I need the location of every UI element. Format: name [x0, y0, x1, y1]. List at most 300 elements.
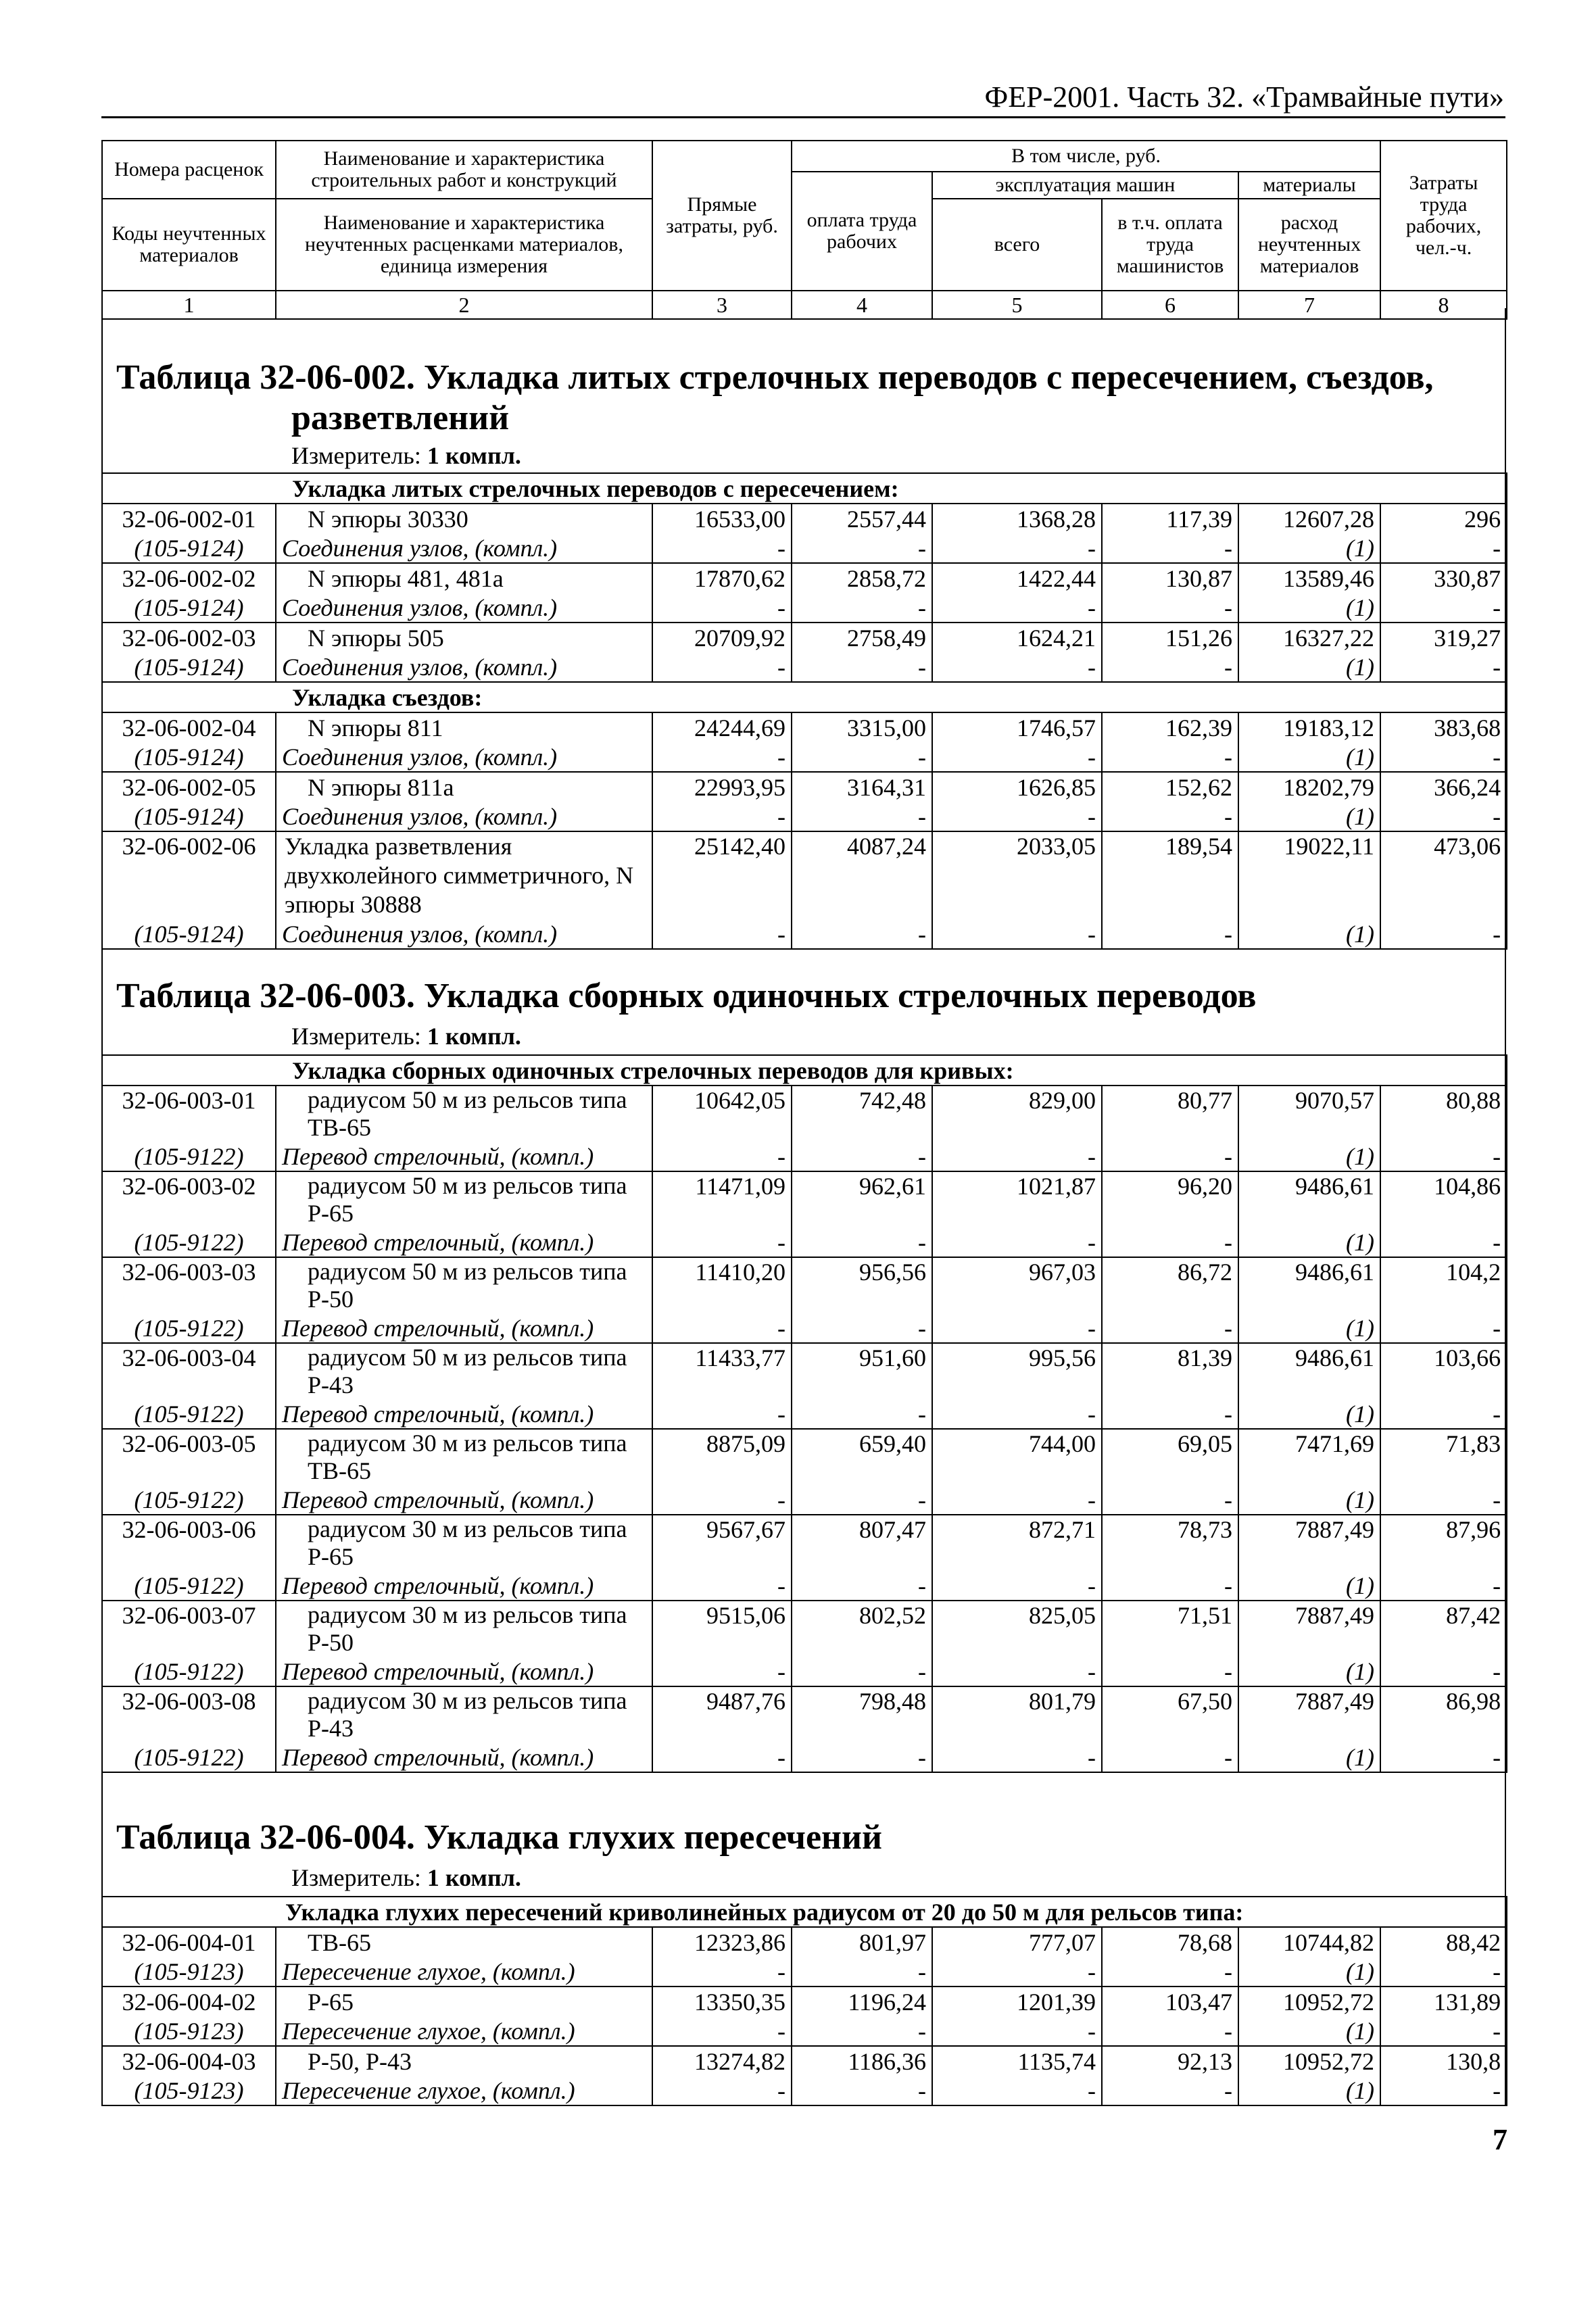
material-row — [102, 1227, 1507, 1257]
table-cell: 32-06-003-07 — [102, 1601, 276, 1657]
table-cell: 802,52 — [792, 1601, 932, 1657]
table-cell: (1) — [1238, 1399, 1380, 1429]
table-cell: - — [1102, 1227, 1238, 1257]
table-cell: - — [652, 1743, 792, 1772]
table-cell: - — [652, 1657, 792, 1686]
material-row — [102, 1957, 1507, 1987]
table-cell: 103,47 — [1102, 1987, 1238, 2016]
table-cell: (1) — [1238, 1657, 1380, 1686]
table-cell: 24244,69 — [652, 712, 792, 742]
table-cell: - — [1380, 1743, 1507, 1772]
table-cell: 189,54 — [1102, 831, 1238, 919]
table-cell: 32-06-002-03 — [102, 623, 276, 652]
table-cell: - — [792, 1571, 932, 1601]
table-cell: (1) — [1238, 2016, 1380, 2046]
data-table-004 — [101, 1896, 1507, 2106]
table-cell: - — [1102, 1313, 1238, 1343]
col-num-5: 5 — [932, 291, 1102, 319]
table-cell: - — [1102, 919, 1238, 949]
table-cell: - — [792, 1399, 932, 1429]
table-cell: (1) — [1238, 1227, 1380, 1257]
material-row — [102, 1743, 1507, 1772]
table-cell: 801,97 — [792, 1927, 932, 1957]
table-cell: Р-65 — [276, 1987, 652, 2016]
table-cell: (105-9122) — [102, 1399, 276, 1429]
material-row — [102, 1313, 1507, 1343]
table-cell: Перевод стрелочный, (компл.) — [276, 1399, 652, 1429]
table-cell: 32-06-003-05 — [102, 1429, 276, 1485]
table-cell: - — [1380, 1313, 1507, 1343]
table-cell: Соединения узлов, (компл.) — [276, 533, 652, 563]
table-title-003: Таблица 32-06-003. Укладка сборных одиночных стрелочных переводов — [116, 977, 1257, 1015]
table-cell: 995,56 — [932, 1343, 1102, 1399]
col-material-consumption: расход неучтенных материалов — [1238, 199, 1380, 291]
table-cell: - — [1380, 1571, 1507, 1601]
table-cell: Перевод стрелочный, (компл.) — [276, 1657, 652, 1686]
table-cell: - — [792, 1957, 932, 1987]
table-cell: - — [1102, 2016, 1238, 2046]
table-cell: - — [652, 1227, 792, 1257]
table-cell: 11471,09 — [652, 1171, 792, 1227]
table-cell: (105-9122) — [102, 1227, 276, 1257]
table-cell: 69,05 — [1102, 1429, 1238, 1485]
table-cell: - — [792, 1485, 932, 1515]
table-cell: Соединения узлов, (компл.) — [276, 919, 652, 949]
table-cell: радиусом 30 м из рельсов типа Р-43 — [276, 1686, 652, 1743]
col-work-name: Наименование и характеристика строительных работ и конструкций — [276, 141, 652, 199]
table-cell: - — [1102, 533, 1238, 563]
table-cell: 7887,49 — [1238, 1601, 1380, 1657]
table-cell: - — [1102, 1399, 1238, 1429]
table-cell: 296 — [1380, 504, 1507, 533]
table-cell: - — [792, 652, 932, 682]
table-cell: 103,66 — [1380, 1343, 1507, 1399]
col-num-7: 7 — [1238, 291, 1380, 319]
table-cell: Перевод стрелочный, (компл.) — [276, 1485, 652, 1515]
data-table-003 — [101, 1054, 1507, 1773]
col-num-8: 8 — [1380, 291, 1507, 319]
table-cell: 473,06 — [1380, 831, 1507, 919]
table-cell: - — [652, 593, 792, 623]
table-cell: - — [792, 742, 932, 772]
table-cell: 9486,61 — [1238, 1171, 1380, 1227]
table-cell: 92,13 — [1102, 2046, 1238, 2076]
table-cell: 319,27 — [1380, 623, 1507, 652]
material-row — [102, 2016, 1507, 2046]
table-cell: - — [1380, 533, 1507, 563]
table-cell: - — [652, 533, 792, 563]
table-cell: 1624,21 — [932, 623, 1102, 652]
table-cell: 10744,82 — [1238, 1927, 1380, 1957]
table-cell: 1135,74 — [932, 2046, 1102, 2076]
table-cell: 10952,72 — [1238, 2046, 1380, 2076]
table-cell: 9486,61 — [1238, 1257, 1380, 1313]
table-cell: 7887,49 — [1238, 1515, 1380, 1571]
table-cell: - — [792, 2076, 932, 2105]
table-cell: (105-9124) — [102, 742, 276, 772]
table-cell: 71,83 — [1380, 1429, 1507, 1485]
table-cell: Укладка разветвления двухколейного симметричного, N эпюры 30888 — [276, 831, 652, 919]
table-cell: (1) — [1238, 652, 1380, 682]
table-cell: 32-06-003-01 — [102, 1086, 276, 1142]
table-cell: (1) — [1238, 742, 1380, 772]
table-cell: 32-06-004-03 — [102, 2046, 276, 2076]
table-cell: (105-9124) — [102, 593, 276, 623]
table-cell: N эпюры 30330 — [276, 504, 652, 533]
table-cell: - — [1380, 1142, 1507, 1171]
col-rate-number: Номера расценок — [102, 141, 276, 199]
table-cell: - — [792, 1227, 932, 1257]
table-cell: 71,51 — [1102, 1601, 1238, 1657]
table-cell: (105-9124) — [102, 533, 276, 563]
table-cell: 78,68 — [1102, 1927, 1238, 1957]
table-cell: (1) — [1238, 919, 1380, 949]
table-cell: - — [652, 2016, 792, 2046]
table-cell: - — [652, 1142, 792, 1171]
table-cell: - — [792, 593, 932, 623]
col-material-name: Наименование и характеристика неучтенных расценками материалов, единица измерения — [276, 199, 652, 291]
table-cell: - — [652, 742, 792, 772]
table-cell: 32-06-003-03 — [102, 1257, 276, 1313]
table-cell: 13589,46 — [1238, 563, 1380, 593]
material-row — [102, 1399, 1507, 1429]
table-cell: 1196,24 — [792, 1987, 932, 2016]
table-row — [102, 1927, 1507, 1957]
material-row — [102, 2076, 1507, 2105]
table-cell: 744,00 — [932, 1429, 1102, 1485]
table-cell: 7471,69 — [1238, 1429, 1380, 1485]
table-cell: 330,87 — [1380, 563, 1507, 593]
material-row — [102, 802, 1507, 831]
table-cell: - — [932, 2076, 1102, 2105]
table-cell: - — [1380, 1399, 1507, 1429]
table-cell: 32-06-003-08 — [102, 1686, 276, 1743]
table-cell: (105-9124) — [102, 802, 276, 831]
table-cell: - — [652, 919, 792, 949]
table-cell: - — [652, 652, 792, 682]
table-row — [102, 712, 1507, 742]
table-cell: (1) — [1238, 2076, 1380, 2105]
table-cell: Перевод стрелочный, (компл.) — [276, 1227, 652, 1257]
group-header: Укладка съездов: — [102, 682, 1507, 712]
table-cell: - — [932, 1399, 1102, 1429]
table-cell: 962,61 — [792, 1171, 932, 1227]
table-cell: 1626,85 — [932, 772, 1102, 802]
table-cell: 88,42 — [1380, 1927, 1507, 1957]
table-cell: радиусом 50 м из рельсов типа Р-65 — [276, 1171, 652, 1227]
table-cell: - — [652, 802, 792, 831]
table-cell: - — [932, 533, 1102, 563]
table-cell: Перевод стрелочный, (компл.) — [276, 1142, 652, 1171]
table-cell: 16327,22 — [1238, 623, 1380, 652]
table-cell: 3315,00 — [792, 712, 932, 742]
table-cell: 2858,72 — [792, 563, 932, 593]
col-num-2: 2 — [276, 291, 652, 319]
col-machines: эксплуатация машин — [932, 172, 1238, 199]
table-cell: (1) — [1238, 1313, 1380, 1343]
table-cell: Перевод стрелочный, (компл.) — [276, 1313, 652, 1343]
table-cell: 829,00 — [932, 1086, 1102, 1142]
table-cell: - — [932, 1571, 1102, 1601]
table-cell: 162,39 — [1102, 712, 1238, 742]
table-cell: 32-06-002-04 — [102, 712, 276, 742]
table-cell: - — [792, 1743, 932, 1772]
table-cell: 78,73 — [1102, 1515, 1238, 1571]
table-cell: - — [792, 2016, 932, 2046]
table-cell: 19022,11 — [1238, 831, 1380, 919]
table-cell: - — [652, 1399, 792, 1429]
table-cell: - — [932, 919, 1102, 949]
table-cell: - — [1102, 1485, 1238, 1515]
table-cell: 32-06-002-01 — [102, 504, 276, 533]
table-cell: - — [1380, 652, 1507, 682]
table-cell: 32-06-003-06 — [102, 1515, 276, 1571]
group-header: Укладка глухих пересечений криволинейных радиусом от 20 до 50 м для рельсов типа: — [102, 1897, 1507, 1927]
table-cell: - — [1380, 1657, 1507, 1686]
table-cell: 10952,72 — [1238, 1987, 1380, 2016]
table-cell: 4087,24 — [792, 831, 932, 919]
material-row — [102, 1485, 1507, 1515]
table-cell: - — [1102, 1743, 1238, 1772]
table-cell: 1201,39 — [932, 1987, 1102, 2016]
col-machinist-pay: в т.ч. оплата труда машинистов — [1102, 199, 1238, 291]
table-cell: 80,88 — [1380, 1086, 1507, 1142]
table-cell: - — [652, 1957, 792, 1987]
col-worker-pay: оплата труда рабочих — [792, 172, 932, 291]
table-cell: 81,39 — [1102, 1343, 1238, 1399]
table-cell: (105-9123) — [102, 2016, 276, 2046]
table-cell: 22993,95 — [652, 772, 792, 802]
table-cell: 777,07 — [932, 1927, 1102, 1957]
col-materials: материалы — [1238, 172, 1380, 199]
table-cell: 9486,61 — [1238, 1343, 1380, 1399]
table-cell: - — [652, 1313, 792, 1343]
col-direct-costs: Прямые затраты, руб. — [652, 141, 792, 291]
table-cell: - — [932, 1227, 1102, 1257]
table-cell: - — [1380, 802, 1507, 831]
group-header: Укладка сборных одиночных стрелочных переводов для кривых: — [102, 1055, 1507, 1086]
table-cell: (105-9124) — [102, 652, 276, 682]
table-cell: 8875,09 — [652, 1429, 792, 1485]
table-cell: 9567,67 — [652, 1515, 792, 1571]
table-cell: 16533,00 — [652, 504, 792, 533]
table-cell: (1) — [1238, 593, 1380, 623]
table-cell: - — [652, 2076, 792, 2105]
table-cell: 117,39 — [1102, 504, 1238, 533]
table-cell: 659,40 — [792, 1429, 932, 1485]
table-cell: (105-9122) — [102, 1485, 276, 1515]
table-cell: (1) — [1238, 1743, 1380, 1772]
data-table-002 — [101, 472, 1507, 950]
header-rule — [101, 116, 1505, 118]
table-cell: Перевод стрелочный, (компл.) — [276, 1743, 652, 1772]
table-cell: - — [1380, 742, 1507, 772]
table-cell: 1186,36 — [792, 2046, 932, 2076]
table-cell: - — [932, 1657, 1102, 1686]
table-title-002-line2: разветвлений — [291, 399, 510, 437]
table-cell: (105-9123) — [102, 2076, 276, 2105]
table-cell: 801,79 — [932, 1686, 1102, 1743]
table-row — [102, 623, 1507, 652]
document-title: ФЕР-2001. Часть 32. «Трамвайные пути» — [984, 80, 1504, 114]
material-row — [102, 593, 1507, 623]
material-row — [102, 533, 1507, 563]
table-cell: - — [932, 1142, 1102, 1171]
table-cell: радиусом 50 м из рельсов типа Р-43 — [276, 1343, 652, 1399]
table-cell: (105-9123) — [102, 1957, 276, 1987]
table-cell: 86,98 — [1380, 1686, 1507, 1743]
table-cell: 32-06-004-02 — [102, 1987, 276, 2016]
table-cell: 25142,40 — [652, 831, 792, 919]
table-row — [102, 504, 1507, 533]
table-cell: ТВ-65 — [276, 1927, 652, 1957]
col-num-4: 4 — [792, 291, 932, 319]
table-cell: 10642,05 — [652, 1086, 792, 1142]
table-cell: радиусом 30 м из рельсов типа ТВ-65 — [276, 1429, 652, 1485]
table-cell: (1) — [1238, 533, 1380, 563]
table-cell: радиусом 30 м из рельсов типа Р-50 — [276, 1601, 652, 1657]
col-including-group: В том числе, руб. — [792, 141, 1380, 172]
table-cell: (105-9122) — [102, 1743, 276, 1772]
table-cell: - — [1380, 1957, 1507, 1987]
table-cell: - — [932, 802, 1102, 831]
table-cell: - — [652, 1571, 792, 1601]
table-cell: 32-06-002-02 — [102, 563, 276, 593]
table-cell: 19183,12 — [1238, 712, 1380, 742]
measure-003: Измеритель: 1 компл. — [291, 1023, 521, 1050]
table-cell: радиусом 30 м из рельсов типа Р-65 — [276, 1515, 652, 1571]
material-row — [102, 1571, 1507, 1601]
material-row — [102, 919, 1507, 949]
table-cell: (1) — [1238, 1571, 1380, 1601]
table-cell: (105-9122) — [102, 1571, 276, 1601]
table-cell: (1) — [1238, 1957, 1380, 1987]
table-cell: 366,24 — [1380, 772, 1507, 802]
table-cell: Пересечение глухое, (компл.) — [276, 1957, 652, 1987]
table-cell: 1368,28 — [932, 504, 1102, 533]
table-cell: 104,86 — [1380, 1171, 1507, 1227]
table-cell: 13350,35 — [652, 1987, 792, 2016]
table-cell: радиусом 50 м из рельсов типа ТВ-65 — [276, 1086, 652, 1142]
table-cell: 67,50 — [1102, 1686, 1238, 1743]
table-cell: 872,71 — [932, 1515, 1102, 1571]
col-num-3: 3 — [652, 291, 792, 319]
table-cell: Соединения узлов, (компл.) — [276, 652, 652, 682]
measure-002: Измеритель: 1 компл. — [291, 442, 521, 469]
table-cell: 11433,77 — [652, 1343, 792, 1399]
table-cell: - — [1380, 919, 1507, 949]
table-row — [102, 2046, 1507, 2076]
table-cell: - — [792, 802, 932, 831]
table-cell: N эпюры 505 — [276, 623, 652, 652]
table-cell: (1) — [1238, 1485, 1380, 1515]
material-row — [102, 742, 1507, 772]
col-material-codes: Коды неучтенных материалов — [102, 199, 276, 291]
table-row — [102, 1987, 1507, 2016]
table-cell: 7887,49 — [1238, 1686, 1380, 1743]
table-row — [102, 563, 1507, 593]
table-cell: - — [1102, 1142, 1238, 1171]
table-cell: - — [1380, 593, 1507, 623]
table-row — [102, 831, 1507, 919]
table-cell: - — [792, 1313, 932, 1343]
material-row — [102, 1142, 1507, 1171]
table-cell: 87,96 — [1380, 1515, 1507, 1571]
table-cell: 17870,62 — [652, 563, 792, 593]
table-cell: Соединения узлов, (компл.) — [276, 593, 652, 623]
group-header: Укладка литых стрелочных переводов с пересечением: — [102, 473, 1507, 504]
table-cell: 967,03 — [932, 1257, 1102, 1313]
material-row — [102, 1657, 1507, 1686]
table-cell: - — [932, 652, 1102, 682]
table-cell: 96,20 — [1102, 1171, 1238, 1227]
table-cell: 86,72 — [1102, 1257, 1238, 1313]
table-cell: 1021,87 — [932, 1171, 1102, 1227]
table-cell: Соединения узлов, (компл.) — [276, 802, 652, 831]
table-cell: 131,89 — [1380, 1987, 1507, 2016]
table-cell: 18202,79 — [1238, 772, 1380, 802]
table-cell: - — [1102, 2076, 1238, 2105]
table-cell: 956,56 — [792, 1257, 932, 1313]
table-cell: 2758,49 — [792, 623, 932, 652]
table-cell: - — [1102, 1657, 1238, 1686]
table-cell: (1) — [1238, 1142, 1380, 1171]
table-cell: 9070,57 — [1238, 1086, 1380, 1142]
table-cell: Р-50, Р-43 — [276, 2046, 652, 2076]
table-cell: - — [932, 1743, 1102, 1772]
table-cell: 104,2 — [1380, 1257, 1507, 1313]
table-cell: 825,05 — [932, 1601, 1102, 1657]
table-cell: - — [1380, 2016, 1507, 2046]
table-cell: 87,42 — [1380, 1601, 1507, 1657]
table-cell: 2033,05 — [932, 831, 1102, 919]
table-cell: N эпюры 811 — [276, 712, 652, 742]
table-cell: 807,47 — [792, 1515, 932, 1571]
table-cell: 80,77 — [1102, 1086, 1238, 1142]
table-cell: 20709,92 — [652, 623, 792, 652]
table-cell: 9487,76 — [652, 1686, 792, 1743]
table-cell: 1422,44 — [932, 563, 1102, 593]
table-cell: - — [1102, 1957, 1238, 1987]
table-title-004: Таблица 32-06-004. Укладка глухих пересечений — [116, 1818, 882, 1857]
table-cell: 951,60 — [792, 1343, 932, 1399]
table-cell: - — [792, 1142, 932, 1171]
col-machines-total: всего — [932, 199, 1102, 291]
table-cell: - — [792, 1657, 932, 1686]
measure-004: Измеритель: 1 компл. — [291, 1864, 521, 1891]
table-cell: - — [1380, 1485, 1507, 1515]
table-cell: - — [932, 1313, 1102, 1343]
table-cell: - — [652, 1485, 792, 1515]
table-cell: (1) — [1238, 802, 1380, 831]
table-cell: N эпюры 481, 481а — [276, 563, 652, 593]
table-cell: 151,26 — [1102, 623, 1238, 652]
table-cell: 12607,28 — [1238, 504, 1380, 533]
table-title-002-line1: Таблица 32-06-002. Укладка литых стрелочных переводов с пересечением, съездов, — [116, 358, 1434, 397]
table-cell: 12323,86 — [652, 1927, 792, 1957]
table-cell: 3164,31 — [792, 772, 932, 802]
table-cell: 1746,57 — [932, 712, 1102, 742]
table-cell: - — [1380, 2076, 1507, 2105]
col-labor-hours: Затраты труда рабочих, чел.-ч. — [1380, 141, 1507, 291]
table-cell: Пересечение глухое, (компл.) — [276, 2076, 652, 2105]
table-cell: Пересечение глухое, (компл.) — [276, 2016, 652, 2046]
table-cell: 11410,20 — [652, 1257, 792, 1313]
column-header-table — [101, 140, 1507, 320]
table-cell: 32-06-004-01 — [102, 1927, 276, 1957]
table-cell: - — [932, 1485, 1102, 1515]
table-cell: - — [1102, 593, 1238, 623]
